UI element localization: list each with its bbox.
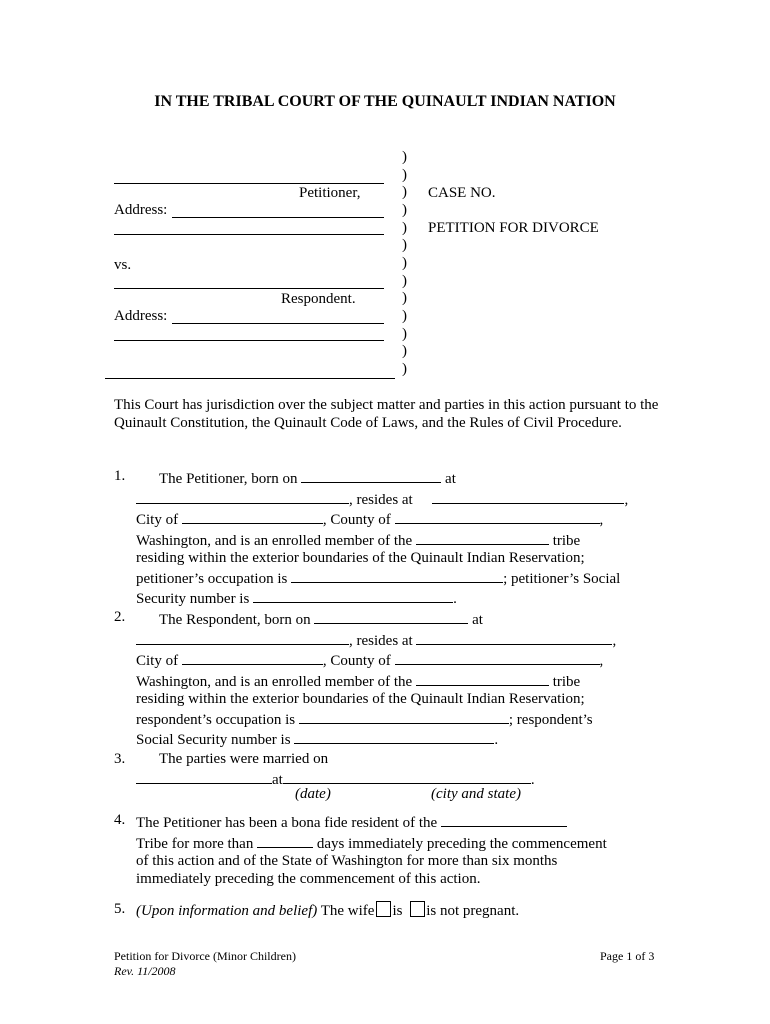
respondent-label: Respondent. [281,291,356,307]
residency-line-2a: Tribe for more than [136,835,254,852]
city-label: City of [136,653,179,669]
petitioner-ssn-field[interactable] [253,588,453,603]
item-number: 5. [114,901,126,917]
residency-line-4: immediately preceding the commencement of this action. [136,870,481,887]
respondent-name-field[interactable] [114,288,384,289]
county-label: , County of [322,653,391,669]
washington-label: Washington, and is an enrolled member of the [136,673,413,690]
residency-tribe-field[interactable] [441,812,567,827]
residency-days-field[interactable] [257,833,313,848]
occupation-label: petitioner’s occupation is [136,570,288,587]
residency-line-1: The Petitioner has been a bona fide resident of the [136,815,438,831]
petitioner-occupation-field[interactable] [291,568,503,583]
paren: ) [402,201,407,218]
respondent-born-label: The Respondent, born on [159,612,311,628]
ss-label: ; petitioner’s Social [503,570,621,587]
city-label: City of [136,512,179,528]
respondent-address-field-2[interactable] [114,340,384,341]
ss-number-label: Security number is [136,591,250,607]
caption-parentheses [402,149,407,379]
caption-bottom-rule [105,378,395,379]
resides-label: , resides at [349,632,413,649]
married-label: The parties were married on [159,751,329,767]
residency-line-2b: days immediately preceding the commencement [316,835,607,852]
vs-label: vs. [114,257,132,273]
respondent-city-field[interactable] [182,650,323,665]
item-number: 1. [114,468,126,484]
petitioner-born-label: The Petitioner, born on [159,471,298,487]
washington-label: Washington, and is an enrolled member of the [136,532,413,549]
period: . [494,732,499,748]
ss-number-label: Social Security number is [136,732,291,748]
is-not-pregnant-checkbox[interactable] [410,901,425,917]
occupation-label: respondent’s occupation is [136,711,296,728]
marriage-place-field[interactable] [283,769,531,784]
item-number: 4. [114,812,126,828]
is-label: is [392,903,403,919]
item-number: 3. [114,751,126,767]
at-label: at [445,471,456,487]
comma: , [599,512,604,528]
petition-title: PETITION FOR DIVORCE [428,220,599,236]
respondent-ssn-field[interactable] [294,729,494,744]
respondent-details [136,609,666,750]
footer-page-number: Page 1 of 3 [600,949,655,963]
respondent-address-field-1[interactable] [172,323,384,324]
residency-line-3: of this action and of the State of Washington for more than six months [136,853,558,869]
period: . [453,591,457,607]
paren: ) [402,343,407,360]
respondent-tribe-field[interactable] [416,671,549,686]
paren: ) [402,166,407,183]
petitioner-details [136,468,666,609]
paren: ) [402,325,407,342]
petitioner-address-field-2[interactable] [114,234,384,235]
paren: ) [402,184,407,201]
petitioner-city-field[interactable] [182,509,323,524]
petitioner-birthplace-field[interactable] [136,489,349,504]
petitioner-name-field[interactable] [114,183,384,184]
petitioner-tribe-field[interactable] [416,530,549,545]
paren: ) [402,237,407,254]
paren: ) [402,290,407,307]
case-number-label: CASE NO. [428,185,496,201]
respondent-occupation-field[interactable] [299,709,509,724]
respondent-county-field[interactable] [395,650,600,665]
respondent-address-label: Address: [114,308,168,324]
tribe-label: tribe [552,532,581,549]
petitioner-address-field-1[interactable] [172,217,384,218]
comma: , [624,491,629,508]
county-label: , County of [322,512,391,528]
marriage-date-field[interactable] [136,769,272,784]
respondent-residence-field[interactable] [416,630,612,645]
paren: ) [402,254,407,271]
paren: ) [402,219,407,236]
footer-revision: Rev. 11/2008 [114,964,176,978]
at-label: at [472,612,483,628]
period: . [530,771,535,788]
paren: ) [402,149,407,165]
comma: , [599,653,604,669]
petitioner-residence-field[interactable] [432,489,624,504]
is-not-label: is not pregnant. [426,903,520,919]
item-number: 2. [114,609,126,625]
marriage-details [136,751,666,789]
comma: , [612,632,617,649]
petitioner-label: Petitioner, [299,185,361,201]
ss-label: ; respondent’s [508,711,593,728]
paren: ) [402,272,407,289]
petitioner-county-field[interactable] [395,509,600,524]
court-title: IN THE TRIBAL COURT OF THE QUINAULT INDIAN NATION [154,93,616,110]
date-hint: (date) [295,786,331,802]
petitioner-address-label: Address: [114,202,168,218]
footer-form-name: Petition for Divorce (Minor Children) [114,949,296,963]
residing-text: residing within the exterior boundaries of the Quinault Indian Reservation; [136,550,585,566]
respondent-birthplace-field[interactable] [136,630,349,645]
paren: ) [402,307,407,324]
pregnancy-statement [136,901,666,921]
is-pregnant-checkbox[interactable] [376,901,391,917]
wife-label: The wife [320,903,375,919]
resides-label: , resides at [349,491,413,508]
jurisdiction-paragraph: This Court has jurisdiction over the subject matter and parties in this action pursuant to the Quinault Constitution, the Quinault Code of Laws, and the Rules of Civil Procedure. [114,397,659,431]
residing-text: residing within the exterior boundaries of the Quinault Indian Reservation; [136,691,585,707]
residency-details [136,812,666,888]
petitioner-birthdate-field[interactable] [301,468,441,483]
respondent-birthdate-field[interactable] [314,609,468,624]
paren: ) [402,360,407,377]
tribe-label: tribe [552,673,581,690]
at-label: at [272,771,283,788]
information-belief-hint: (Upon information and belief) [136,903,318,919]
place-hint: (city and state) [431,786,521,802]
